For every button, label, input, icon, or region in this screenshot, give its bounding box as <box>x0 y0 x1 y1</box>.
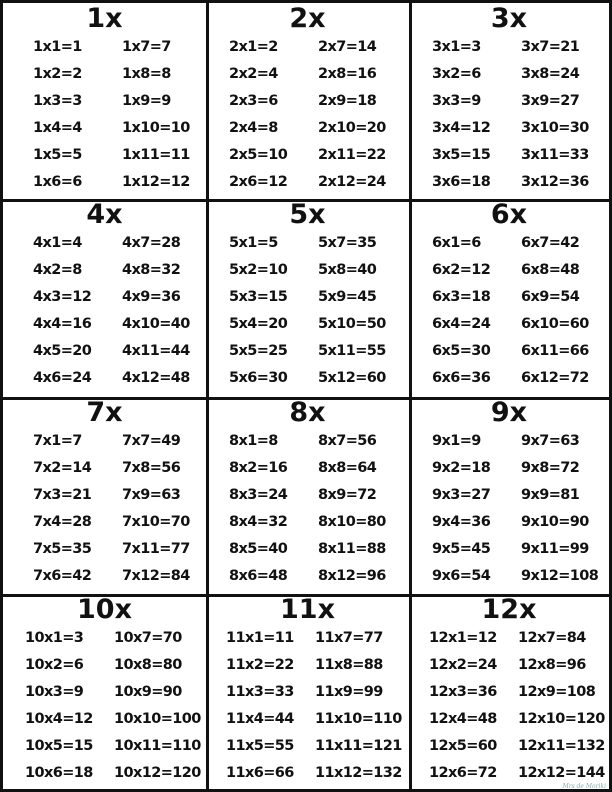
fact-left: 3x6=18 <box>432 174 491 190</box>
fact-left: 7x4=28 <box>33 514 92 530</box>
fact-left: 10x5=15 <box>25 738 93 754</box>
fact-right: 5x10=50 <box>318 316 386 332</box>
fact-left: 6x5=30 <box>432 343 491 359</box>
fact-right: 2x10=20 <box>318 120 386 136</box>
fact-right: 1x10=10 <box>122 120 190 136</box>
fact-left: 11x2=22 <box>226 657 294 673</box>
fact-right: 9x8=72 <box>521 460 580 476</box>
times-table-6x <box>409 199 612 400</box>
fact-right: 5x11=55 <box>318 343 386 359</box>
table-title: 7x <box>86 397 123 428</box>
fact-left: 1x5=5 <box>33 147 82 163</box>
fact-right: 8x11=88 <box>318 541 386 557</box>
fact-left: 3x3=9 <box>432 93 481 109</box>
fact-right: 12x7=84 <box>518 630 586 646</box>
fact-left: 2x2=4 <box>229 66 278 82</box>
fact-left: 5x2=10 <box>229 262 288 278</box>
fact-right: 7x8=56 <box>122 460 181 476</box>
fact-right: 3x10=30 <box>521 120 589 136</box>
table-title: 9x <box>490 397 528 428</box>
fact-right: 10x7=70 <box>114 630 182 646</box>
fact-left: 5x1=5 <box>229 235 278 251</box>
fact-left: 3x5=15 <box>432 147 491 163</box>
fact-right: 3x9=27 <box>521 93 580 109</box>
fact-right: 4x9=36 <box>122 289 181 305</box>
fact-left: 12x4=48 <box>429 711 497 727</box>
table-title: 11x <box>280 594 335 625</box>
fact-left: 1x6=6 <box>33 174 82 190</box>
times-table-12x <box>409 594 612 792</box>
fact-left: 1x2=2 <box>33 66 82 82</box>
table-title: 10x <box>77 594 132 625</box>
fact-left: 12x2=24 <box>429 657 497 673</box>
fact-right: 5x9=45 <box>318 289 377 305</box>
fact-left: 4x3=12 <box>33 289 92 305</box>
fact-left: 8x1=8 <box>229 433 278 449</box>
fact-right: 3x7=21 <box>521 39 580 55</box>
fact-right: 1x8=8 <box>122 66 171 82</box>
times-table-9x <box>409 397 612 597</box>
fact-left: 4x6=24 <box>33 370 92 386</box>
fact-right: 12x12=144 <box>518 765 605 781</box>
fact-right: 11x7=77 <box>315 630 383 646</box>
fact-left: 7x6=42 <box>33 568 92 584</box>
table-title: 4x <box>86 199 123 230</box>
fact-right: 3x11=33 <box>521 147 589 163</box>
fact-right: 2x7=14 <box>318 39 377 55</box>
fact-right: 9x7=63 <box>521 433 580 449</box>
fact-left: 9x4=36 <box>432 514 491 530</box>
fact-left: 9x5=45 <box>432 541 491 557</box>
fact-left: 8x6=48 <box>229 568 288 584</box>
fact-left: 11x4=44 <box>226 711 294 727</box>
fact-right: 9x12=108 <box>521 568 599 584</box>
fact-left: 12x3=36 <box>429 684 497 700</box>
fact-left: 2x6=12 <box>229 174 288 190</box>
fact-left: 6x1=6 <box>432 235 481 251</box>
fact-right: 4x11=44 <box>122 343 190 359</box>
table-title: 3x <box>490 3 528 34</box>
fact-right: 5x8=40 <box>318 262 377 278</box>
fact-left: 1x1=1 <box>33 39 82 55</box>
fact-left: 11x1=11 <box>226 630 294 646</box>
fact-left: 11x3=33 <box>226 684 294 700</box>
fact-right: 11x8=88 <box>315 657 383 673</box>
fact-left: 3x1=3 <box>432 39 481 55</box>
fact-right: 8x7=56 <box>318 433 377 449</box>
fact-left: 3x2=6 <box>432 66 481 82</box>
table-title: 2x <box>289 3 326 34</box>
table-title: 6x <box>490 199 528 230</box>
table-title: 5x <box>289 199 326 230</box>
fact-right: 8x12=96 <box>318 568 386 584</box>
times-table-4x <box>3 199 209 400</box>
fact-right: 2x9=18 <box>318 93 377 109</box>
fact-left: 12x1=12 <box>429 630 497 646</box>
fact-left: 8x2=16 <box>229 460 288 476</box>
fact-left: 4x2=8 <box>33 262 82 278</box>
fact-left: 10x3=9 <box>25 684 84 700</box>
fact-right: 4x7=28 <box>122 235 181 251</box>
times-table-5x <box>206 199 412 400</box>
fact-left: 5x4=20 <box>229 316 288 332</box>
fact-right: 10x12=120 <box>114 765 201 781</box>
fact-right: 7x10=70 <box>122 514 190 530</box>
fact-left: 4x1=4 <box>33 235 82 251</box>
fact-right: 11x10=110 <box>315 711 402 727</box>
table-title: 12x <box>481 594 537 625</box>
fact-right: 9x9=81 <box>521 487 580 503</box>
fact-left: 2x4=8 <box>229 120 278 136</box>
fact-left: 9x6=54 <box>432 568 491 584</box>
fact-right: 2x8=16 <box>318 66 377 82</box>
fact-left: 6x4=24 <box>432 316 491 332</box>
times-table-8x <box>206 397 412 597</box>
fact-right: 7x12=84 <box>122 568 190 584</box>
fact-right: 9x11=99 <box>521 541 589 557</box>
fact-left: 6x2=12 <box>432 262 491 278</box>
fact-right: 11x9=99 <box>315 684 383 700</box>
fact-left: 6x6=36 <box>432 370 491 386</box>
fact-right: 7x7=49 <box>122 433 181 449</box>
fact-left: 5x6=30 <box>229 370 288 386</box>
fact-right: 10x9=90 <box>114 684 182 700</box>
times-table-11x <box>206 594 412 792</box>
fact-right: 9x10=90 <box>521 514 589 530</box>
fact-left: 5x5=25 <box>229 343 288 359</box>
fact-right: 8x10=80 <box>318 514 386 530</box>
times-table-10x <box>3 594 209 792</box>
fact-left: 10x1=3 <box>25 630 84 646</box>
fact-left: 12x5=60 <box>429 738 497 754</box>
times-table-1x <box>3 3 209 202</box>
fact-right: 6x10=60 <box>521 316 589 332</box>
fact-left: 5x3=15 <box>229 289 288 305</box>
fact-right: 1x11=11 <box>122 147 190 163</box>
fact-right: 6x9=54 <box>521 289 580 305</box>
fact-right: 10x10=100 <box>114 711 201 727</box>
fact-left: 8x3=24 <box>229 487 288 503</box>
fact-left: 4x5=20 <box>33 343 92 359</box>
fact-right: 6x8=48 <box>521 262 580 278</box>
fact-left: 10x6=18 <box>25 765 93 781</box>
watermark: Mrs de Moriki <box>562 783 606 790</box>
fact-right: 10x11=110 <box>114 738 201 754</box>
fact-right: 1x12=12 <box>122 174 190 190</box>
fact-right: 11x12=132 <box>315 765 402 781</box>
fact-left: 10x2=6 <box>25 657 84 673</box>
fact-right: 5x12=60 <box>318 370 386 386</box>
fact-right: 12x9=108 <box>518 684 596 700</box>
fact-left: 11x5=55 <box>226 738 294 754</box>
fact-left: 4x4=16 <box>33 316 92 332</box>
fact-left: 12x6=72 <box>429 765 497 781</box>
fact-right: 1x9=9 <box>122 93 171 109</box>
fact-right: 8x8=64 <box>318 460 377 476</box>
fact-right: 8x9=72 <box>318 487 377 503</box>
fact-left: 7x3=21 <box>33 487 92 503</box>
fact-right: 12x11=132 <box>518 738 605 754</box>
fact-right: 10x8=80 <box>114 657 182 673</box>
times-table-2x <box>206 3 412 202</box>
fact-left: 7x2=14 <box>33 460 92 476</box>
fact-left: 1x4=4 <box>33 120 82 136</box>
times-table-3x <box>409 3 612 202</box>
table-title: 8x <box>289 397 326 428</box>
fact-left: 8x4=32 <box>229 514 288 530</box>
fact-right: 3x12=36 <box>521 174 589 190</box>
fact-left: 2x5=10 <box>229 147 288 163</box>
fact-left: 3x4=12 <box>432 120 491 136</box>
fact-right: 4x10=40 <box>122 316 190 332</box>
table-title: 1x <box>86 3 123 34</box>
fact-right: 6x12=72 <box>521 370 589 386</box>
fact-left: 6x3=18 <box>432 289 491 305</box>
fact-left: 9x3=27 <box>432 487 491 503</box>
fact-right: 6x7=42 <box>521 235 580 251</box>
fact-left: 2x3=6 <box>229 93 278 109</box>
fact-right: 12x10=120 <box>518 711 605 727</box>
fact-left: 9x2=18 <box>432 460 491 476</box>
fact-right: 2x11=22 <box>318 147 386 163</box>
fact-right: 7x9=63 <box>122 487 181 503</box>
fact-right: 7x11=77 <box>122 541 190 557</box>
fact-right: 4x8=32 <box>122 262 181 278</box>
fact-left: 1x3=3 <box>33 93 82 109</box>
times-table-7x <box>3 397 209 597</box>
fact-right: 2x12=24 <box>318 174 386 190</box>
fact-left: 11x6=66 <box>226 765 294 781</box>
fact-left: 7x1=7 <box>33 433 82 449</box>
fact-right: 1x7=7 <box>122 39 171 55</box>
fact-right: 3x8=24 <box>521 66 580 82</box>
fact-right: 11x11=121 <box>315 738 402 754</box>
fact-left: 7x5=35 <box>33 541 92 557</box>
fact-left: 9x1=9 <box>432 433 481 449</box>
fact-right: 4x12=48 <box>122 370 190 386</box>
fact-right: 5x7=35 <box>318 235 377 251</box>
fact-left: 2x1=2 <box>229 39 278 55</box>
fact-left: 10x4=12 <box>25 711 93 727</box>
fact-left: 8x5=40 <box>229 541 288 557</box>
fact-right: 6x11=66 <box>521 343 589 359</box>
fact-right: 12x8=96 <box>518 657 586 673</box>
